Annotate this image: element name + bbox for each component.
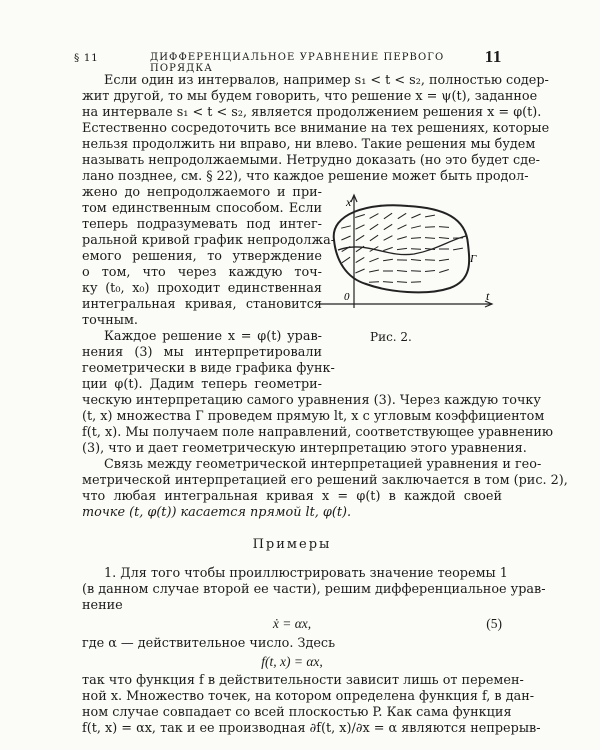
- text-line: (t, x) множества Г проведем прямую lt, x с угловым коэффициентом: [82, 409, 545, 424]
- region-label: Г: [470, 253, 477, 265]
- field-segment: [439, 259, 449, 260]
- field-segment: [397, 248, 407, 249]
- axis-x-label: x: [346, 195, 352, 209]
- text-line: (3), что и дает геометрическую интерпретацию этого уравнения.: [82, 441, 527, 456]
- section-heading: Примеры: [252, 537, 332, 552]
- text-line: нение: [82, 598, 123, 613]
- text-line: метрической интерпретацией его решений заключается в том (рис. 2),: [82, 473, 568, 488]
- text-line: теперь подразумевать под интег-: [82, 217, 322, 232]
- text-line: жено до непродолжаемого и при-: [82, 185, 322, 200]
- chapter-title: ДИФФЕРЕНЦИАЛЬНОЕ УРАВНЕНИЕ ПЕРВОГО ПОРЯДКА: [150, 52, 445, 74]
- field-segment: [411, 226, 421, 228]
- text-line: точке (t, φ(t)) касается прямой lt, φ(t).: [82, 505, 352, 520]
- field-segment: [439, 238, 449, 239]
- text-line: нения (3) мы интерпретировали: [82, 345, 322, 360]
- text-line: точным.: [82, 313, 138, 328]
- integral-curve: [338, 236, 466, 255]
- text-line: емого решения, то утверждение: [82, 249, 322, 264]
- figure-direction-field: [316, 188, 498, 326]
- text-line: ральной кривой график непродолжа-: [82, 233, 336, 248]
- field-segment: [355, 269, 364, 273]
- text-line: о том, что через каждую точ-: [82, 265, 322, 280]
- text-line: Если один из интервалов, например s₁ < t < s₂, полностью содер-: [104, 73, 549, 88]
- text-line: ческую интерпретацию самого уравнения (3). Через каждую точку: [82, 393, 541, 408]
- figure-caption: Рис. 2.: [370, 330, 412, 344]
- text-line: Каждое решение x = φ(t) урав-: [104, 329, 322, 344]
- section-number: § 11: [74, 52, 99, 64]
- field-segment: [397, 271, 407, 272]
- equation-5-body: ẋ = αx,: [272, 616, 312, 631]
- text-line: 1. Для того чтобы проиллюстрировать значение теоремы 1: [104, 566, 508, 581]
- text-line: где α — действительное число. Здесь: [82, 636, 336, 651]
- field-segment: [398, 225, 407, 229]
- text-line: геометрически в виде графика функ-: [82, 361, 335, 376]
- field-segment: [384, 224, 392, 229]
- field-segment: [342, 257, 350, 263]
- text-line: том единственным способом. Если: [82, 201, 322, 216]
- text-line: (в данном случае второй ее части), решим дифференциальное урав-: [82, 582, 546, 597]
- field-segment: [398, 213, 406, 218]
- field-segment: [397, 282, 407, 283]
- field-segment: [341, 226, 351, 228]
- field-segment: [384, 213, 392, 219]
- text-line: что любая интегральная кривая x = φ(t) в каждой своей: [82, 489, 502, 504]
- equation-5: [82, 616, 502, 632]
- text-line: так что функция f в действительности зависит лишь от перемен-: [82, 673, 524, 688]
- direction-field-svg: [316, 188, 498, 326]
- text-line: интегральная кривая, становится: [82, 297, 322, 312]
- field-segment: [383, 247, 392, 250]
- field-segment: [425, 215, 435, 217]
- origin-label: 0: [344, 291, 350, 303]
- text-line: на интервале s₁ < t < s₂, является продолжением решения x = φ(t).: [82, 105, 542, 120]
- text-line: называть непродолжаемыми. Нетрудно доказать (но это будет сде-: [82, 153, 540, 168]
- field-segment: [356, 225, 365, 229]
- field-segment: [384, 236, 393, 241]
- field-segment: [369, 270, 379, 272]
- direction-field-segments: [341, 213, 463, 282]
- text-line: ции φ(t). Дадим теперь геометри-: [82, 377, 322, 392]
- field-segment: [370, 224, 378, 230]
- text-line: Связь между геометрической интерпретацией уравнения и гео-: [104, 457, 542, 472]
- text-line: жит другой, то мы будем говорить, что решение x = ψ(t), заданное: [82, 89, 538, 104]
- field-segment: [411, 260, 421, 261]
- text-line: ном случае совпадает со всей плоскостью P. Как сама функция: [82, 705, 512, 720]
- field-segment: [425, 271, 435, 272]
- page-number: 11: [484, 47, 502, 66]
- field-segment: [355, 215, 365, 218]
- field-segment: [439, 270, 449, 273]
- text-line: лано позднее, см. § 22), что каждое решение может быть продол-: [82, 169, 529, 184]
- field-segment: [356, 257, 365, 262]
- text-line: ной x. Множество точек, на котором определена функция f, в дан-: [82, 689, 535, 704]
- field-segment: [356, 235, 364, 240]
- field-segment: [439, 227, 449, 228]
- field-segment: [370, 235, 378, 241]
- text-line: нельзя продолжить ни вправо, ни влево. Такие решения мы будем: [82, 137, 536, 152]
- field-segment: [411, 282, 421, 283]
- field-segment: [411, 249, 421, 250]
- field-segment: [411, 238, 421, 239]
- field-segment: [370, 214, 379, 219]
- field-segment: [425, 238, 435, 239]
- equation-5-number: (5): [486, 616, 502, 631]
- text-line: f(t, x). Мы получаем поле направлений, соответствующее уравнению: [82, 425, 554, 440]
- field-segment: [341, 236, 350, 240]
- text-line: ку (t₀, x₀) проходит единственная: [82, 281, 322, 296]
- field-segment: [411, 271, 421, 272]
- text-line: f(t, x) = αx, так и ее производная ∂f(t, x)/∂x = α являются непрерыв-: [82, 721, 541, 736]
- field-segment: [383, 259, 393, 261]
- equation-f: f(t, x) = αx,: [261, 654, 323, 669]
- text-line: Естественно сосредоточить все внимание на тех решениях, которые: [82, 121, 550, 136]
- field-segment: [453, 248, 463, 250]
- field-segment: [397, 237, 407, 240]
- field-segment: [383, 282, 393, 283]
- axis-t-label: t: [486, 289, 490, 303]
- field-segment: [411, 214, 420, 218]
- field-segment: [369, 258, 378, 262]
